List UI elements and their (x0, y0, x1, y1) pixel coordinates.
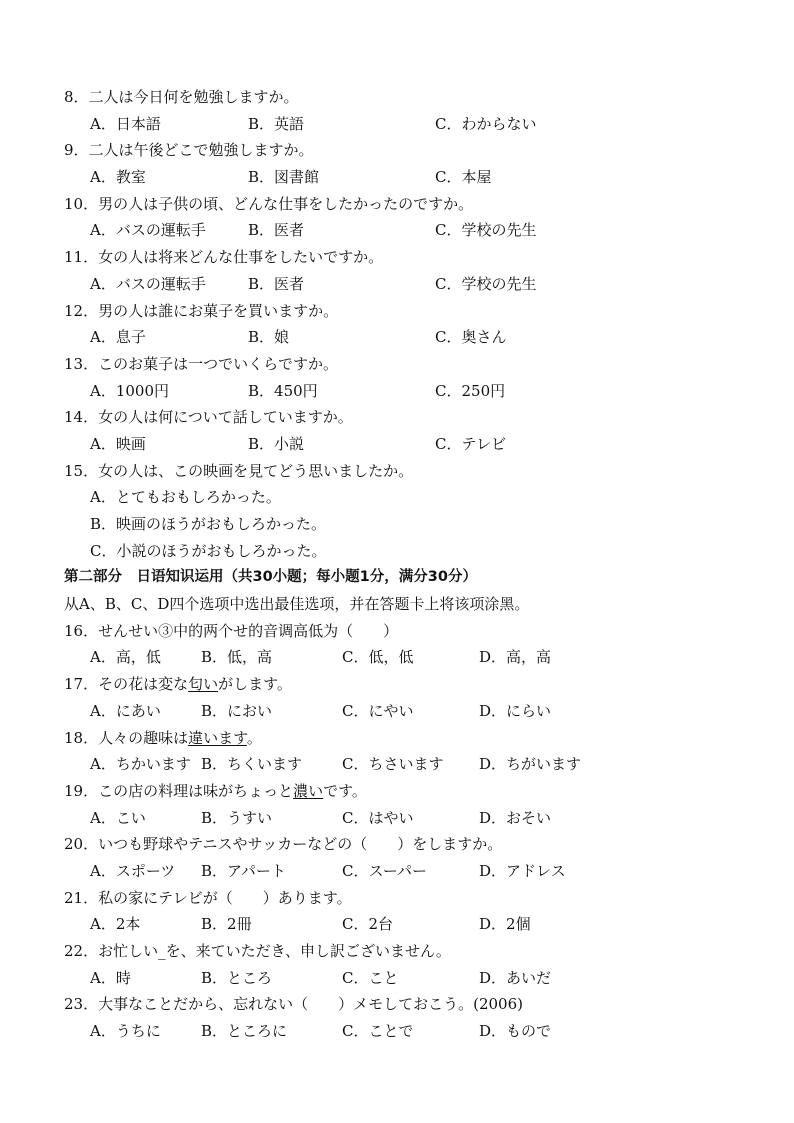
option-d: D．アドレス (479, 861, 566, 880)
option-c: C．学校の先生 (435, 221, 537, 240)
option-b: B．娘 (248, 328, 290, 347)
option-d: D．ちがいます (479, 755, 582, 774)
option-a: A．スポーツ (90, 861, 176, 880)
option-c: C．こと (342, 968, 399, 987)
question-20: 20．いつも野球やテニスやサッカーなどの（ ）をしますか。 (64, 835, 503, 854)
option-c: C．低，低 (342, 648, 414, 667)
underlined-word: 濃い (293, 781, 324, 800)
option-a: A．教室 (90, 168, 146, 187)
question-15: 15．女の人は、この映画を見てどう思いましたか。 (64, 461, 414, 480)
option-b: B．うすい (201, 808, 273, 827)
option-c: C．本屋 (435, 168, 492, 187)
question-text: 19．この店の料理は味がちょっと (64, 781, 294, 800)
option-a: A．息子 (90, 328, 146, 347)
question-10: 10．男の人は子供の頃、どんな仕事をしたかったのですか。 (64, 194, 474, 213)
question-13: 13．このお菓子は一つでいくらですか。 (64, 354, 338, 373)
option-a: A．高，低 (90, 648, 161, 667)
option-b: B．ところ (201, 968, 273, 987)
option-b: B．2冊 (201, 915, 252, 934)
option-c: C．わからない (435, 114, 537, 133)
question-21: 21．私の家にテレビが（ ）あります。 (64, 888, 352, 907)
option-a: A．バスの運転手 (90, 274, 206, 293)
option-c: C．にやい (342, 701, 414, 720)
options-11 (64, 271, 744, 298)
option-c: C．250円 (435, 381, 506, 400)
option-a: A．バスの運転手 (90, 221, 206, 240)
option-c: C．2台 (342, 915, 394, 934)
option-b: B．アパート (201, 861, 286, 880)
underlined-word: 違います (188, 728, 247, 747)
option-b: B．ところに (201, 1022, 288, 1041)
question-19 (64, 778, 744, 805)
option-c: C．スーパー (342, 861, 427, 880)
section-instruction: 从A、B、C、D四个选项中选出最佳选项，并在答题卡上将该项涂黑。 (64, 595, 530, 614)
options-9 (64, 164, 744, 191)
option-c: C．はやい (342, 808, 414, 827)
option-a: A．映画 (90, 434, 146, 453)
question-text-end: 。 (246, 728, 262, 747)
question-16: 16．せんせい③中的两个せ的音调高低为（ ） (64, 621, 399, 640)
option-d: D．2個 (479, 915, 531, 934)
option-b: B．医者 (248, 221, 305, 240)
question-text-end: がします。 (218, 675, 292, 694)
option-a: A．日本語 (90, 114, 161, 133)
section-title: 第二部分 日语知识运用（共30小题；每小题1分，满分30分） (64, 569, 477, 586)
exam-page (64, 84, 744, 1045)
options-20 (64, 858, 744, 885)
option-a: A．ちかいます (90, 755, 191, 774)
options-18 (64, 751, 744, 778)
question-8: 8．二人は今日何を勉強しますか。 (64, 88, 299, 106)
option-a: A．うちに (90, 1022, 161, 1041)
option-a: A．にあい (90, 701, 161, 720)
option-c: C．ことで (342, 1022, 414, 1041)
option-d: D．もので (479, 1022, 552, 1041)
options-14 (64, 431, 744, 458)
options-12 (64, 324, 744, 351)
options-22 (64, 965, 744, 992)
question-9: 9．二人は午後どこで勉強しますか。 (64, 141, 314, 160)
question-text: 18．人々の趣味は (64, 728, 189, 747)
option-b: B．ちくいます (201, 755, 303, 774)
option-c: C．ちさいます (342, 755, 444, 774)
options-23 (64, 1018, 744, 1045)
option-b: B．におい (201, 701, 273, 720)
option-d: D．おそい (479, 808, 552, 827)
option-a: A．とてもおもしろかった。 (90, 488, 281, 507)
option-a: A．こい (90, 808, 146, 827)
options-19 (64, 805, 744, 832)
option-b: B．英語 (248, 114, 305, 133)
options-8 (64, 111, 744, 138)
question-17 (64, 671, 744, 698)
option-b: B．低，高 (201, 648, 273, 667)
question-18 (64, 725, 744, 752)
option-b: B．映画のほうがおもしろかった。 (90, 515, 327, 533)
option-a: A．2本 (90, 915, 141, 934)
option-b: B．医者 (248, 274, 305, 293)
option-c: C．奥さん (435, 328, 507, 347)
question-11: 11．女の人は将来どんな仕事をしたいですか。 (64, 248, 384, 267)
option-b: B．450円 (248, 381, 318, 400)
option-c: C．テレビ (435, 434, 507, 453)
option-c: C．学校の先生 (435, 274, 537, 293)
question-23: 23．大事なことだから、忘れない（ ）メモしておこう。(2006) (64, 995, 523, 1014)
underlined-word: 匂い (188, 675, 219, 694)
options-16 (64, 644, 744, 671)
option-d: D．にらい (479, 701, 552, 720)
options-13 (64, 378, 744, 405)
option-d: D．高，高 (479, 648, 552, 667)
option-d: D．あいだ (479, 968, 552, 987)
question-12: 12．男の人は誰にお菓子を買いますか。 (64, 301, 339, 320)
option-b: B．小説 (248, 434, 305, 453)
options-17 (64, 698, 744, 725)
question-text: 17．その花は変な (64, 675, 189, 694)
option-b: B．図書館 (248, 168, 320, 187)
question-14: 14．女の人は何について話していますか。 (64, 408, 353, 427)
question-22: 22．お忙しい_を、来ていただき、申し訳ございません。 (64, 942, 451, 960)
option-a: A．時 (90, 968, 131, 987)
option-c: C．小説のほうがおもしろかった。 (90, 541, 327, 560)
option-a: A．1000円 (90, 381, 170, 400)
options-10 (64, 217, 744, 244)
options-21 (64, 911, 744, 938)
question-text-end: です。 (323, 781, 367, 800)
